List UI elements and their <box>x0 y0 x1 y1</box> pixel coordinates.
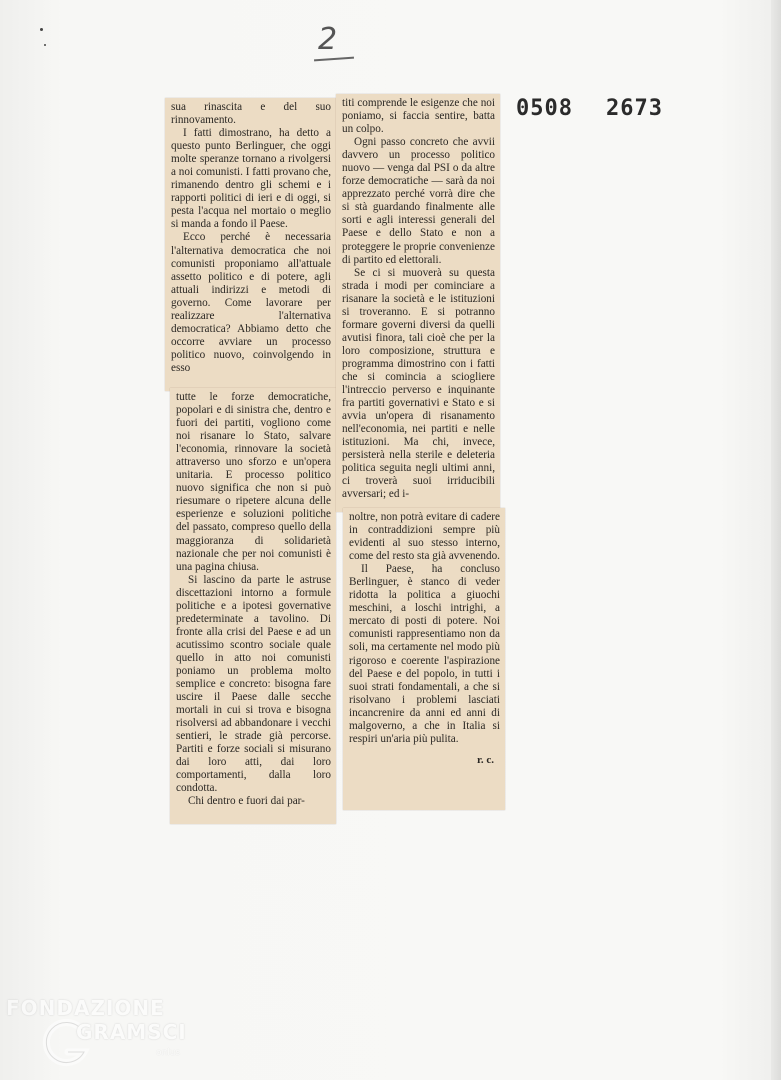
clipping-col1-strip1 <box>165 98 336 391</box>
scan-speck <box>44 44 46 46</box>
paragraph: titi comprende le esigenze che noi poniamo, si faccia sentire, batta un colpo. <box>342 97 495 136</box>
watermark-line2: GRAMSCI <box>76 1020 187 1044</box>
paragraph: Il Paese, ha concluso Berlinguer, è stanco di veder ridotta la politica a giuochi meschini, a loschi intrighi, a mercato di posti di potere. Noi comunisti rappresentiamo non da soli, ma certamente nel modo più rigoroso e coerente l'aspirazione del Paese e del popolo, in tutti i suoi strati fondamentali, a che si risolvano i problemi lasciati incancrenire da anni ed anni di malgoverno, a che in Italia si respiri un'aria più pulita. <box>349 563 500 745</box>
paragraph: noltre, non potrà evitare di cadere in contraddizioni sempre più evidenti al suo stesso interno, come del resto sta già avvenendo. <box>349 511 500 563</box>
paragraph: Chi dentro e fuori dai par- <box>188 795 305 808</box>
scan-speck <box>40 28 43 31</box>
sheet-edge <box>771 0 781 1080</box>
watermark-line1: FONDAZIONE <box>6 996 165 1020</box>
archive-code-1: 0508 <box>516 96 573 121</box>
paragraph: tutte le forze democratiche, popolari e di sinistra che, dentro e fuori dei partiti, vogliono come noi risanare lo Stato, salvare l'economia, rinnovare la società attraverso uno sforzo e un'opera unitaria. E processo politico nuovo significa che non si può riesumare o ripetere alcuna delle esperienze e soluzioni politiche del passato, compreso quello della maggioranza di solidarietà nazionale che per noi comunisti è una pagina chiusa. <box>176 391 331 573</box>
watermark-line3: onlus <box>156 1048 181 1058</box>
clipping-col2-strip2 <box>343 508 505 810</box>
paragraph: Ecco perché è necessaria l'alternativa democratica che noi comunisti proponiamo all'attuale assetto politico e di potere, agli attuali indirizzi e metodi di governo. Come lavorare per realizzare l'alternativa democratica? Abbiamo detto che occorre avviare un processo politico nuovo, coinvolgendo in esso <box>171 231 331 374</box>
paragraph: Si lascino da parte le astruse discettazioni intorno a formule politiche e a ipotesi governative predeterminate a tavolino. Di fronte alla crisi del Paese e ad un acutissimo scontro sociale quale quello in atto noi comunisti poniamo un problema molto semplice e concreto: bisogna fare uscire il Paese dalle secche mortali in cui si trova e bisogna risolversi ad abbandonare i vecchi sentieri, le strade già percorse. Partiti e forze sociali si misurano dai loro atti, dai loro comportamenti, dalla loro condotta. <box>176 573 331 795</box>
paragraph: sua rinascita e del suo rinnovamento. <box>171 101 331 127</box>
paragraph: I fatti dimostrano, ha detto a questo punto Berlinguer, che oggi molte speranze tornano a rivolgersi a noi comunisti. I fatti provano che, rimanendo dentro gli schemi e i rapporti politici di ieri e di oggi, si pesta l'acqua nel mortaio o meglio si manda a fondo il Paese. <box>171 127 331 231</box>
handwritten-page-number: 2 <box>318 22 339 57</box>
clipping-col1-strip2 <box>170 388 336 824</box>
article-signature: r. c. <box>476 753 494 766</box>
paragraph: Ogni passo concreto che avvii davvero un processo politico nuovo — venga dal PSI o da altre forze democratiche — sarà da noi apprezzato perché vorrà dire che si stà guardando finalmente alle sorti e agli interessi generali del Paese e dello Stato e non a proteggere le proprie convenienze di partito ed elettorali. <box>342 136 495 266</box>
fondazione-gramsci-watermark <box>6 996 206 1078</box>
clipping-col2-strip1 <box>336 94 500 512</box>
paragraph: Se ci si muoverà su questa strada i modi per cominciare a risanare la società e le istituzioni si troveranno. E si potranno formare governi diversi da quelli avutisi finora, tali cioè che per la loro composizione, struttura e programma dimostrino con i fatti che si comincia a sciogliere l'intreccio perverso e inquinante fra partiti governativi e Stato e si avvia un'opera di risanamento nell'economia, nei partiti e nelle istituzioni. Ma chi, invece, persisterà nella sterile e deleteria politica seguita negli ultimi anni, ci troverà suoi irriducibili avversari; ed i- <box>342 266 495 501</box>
archive-code-2: 2673 <box>606 96 663 121</box>
